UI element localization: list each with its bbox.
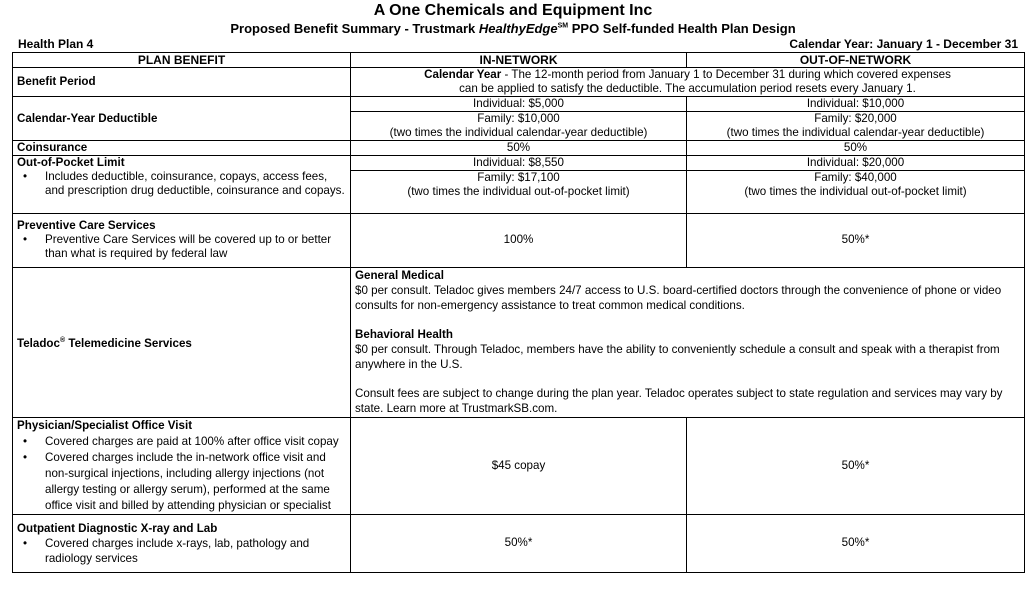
oop-bullets [17, 170, 346, 198]
teladoc-general-medical-text: $0 per consult. Teladoc gives members 24/7 access to U.S. board-certified doctors through the convenience of phone or video consults for non-emergency assistance to treat common medical conditions. [355, 283, 1002, 312]
oop-label: Out-of-Pocket Limit [17, 156, 125, 169]
teladoc-details [351, 267, 1025, 417]
preventive-out: 50%* [687, 213, 1025, 267]
teladoc-note: Consult fees are subject to change during the plan year. Teladoc operates subject to state regulation and services may vary by state. Learn more at TrustmarkSB.com. [355, 386, 1003, 415]
preventive-bullets [17, 233, 346, 261]
teladoc-label-suffix: Telemedicine Services [65, 336, 192, 350]
oop-benefit-cell [13, 156, 351, 214]
teladoc-registered-mark: ® [59, 336, 66, 344]
teladoc-behavioral-health-title: Behavioral Health [355, 327, 453, 341]
oop-out-individual: Individual: $20,000 [687, 156, 1025, 171]
coinsurance-in: 50% [351, 141, 687, 156]
benefit-table [12, 52, 1025, 573]
oop-in-note: (two times the individual out-of-pocket limit) [351, 185, 687, 213]
physician-bullets [17, 434, 346, 514]
table-row-preventive [13, 213, 1025, 267]
preventive-bullet: • Preventive Care Services will be covered up to or better than what is required by federal law [45, 233, 346, 261]
table-header-row [13, 53, 1025, 68]
subtitle-brand: HealthyEdge [478, 21, 558, 36]
oop-out-family: Family: $40,000 [687, 171, 1025, 186]
teladoc-general-medical-title: General Medical [355, 268, 444, 282]
benefit-period-description [351, 68, 1025, 97]
physician-out: 50%* [687, 417, 1025, 514]
benefit-period-text1: - The 12-month period from January 1 to December 31 during which covered expenses [501, 68, 951, 81]
subtitle-service-mark: SM [557, 22, 569, 30]
calendar-year: Calendar Year: January 1 - December 31 [789, 37, 1018, 51]
xray-bullets [17, 536, 346, 566]
deductible-out-family: Family: $20,000 [687, 112, 1025, 127]
table-row-coinsurance [13, 141, 1025, 156]
xray-in: 50%* [351, 514, 687, 572]
benefit-period-label: Benefit Period [13, 68, 351, 97]
coinsurance-out: 50% [687, 141, 1025, 156]
deductible-out-note: (two times the individual calendar-year deductible) [687, 126, 1025, 141]
preventive-label: Preventive Care Services [17, 219, 156, 232]
deductible-label: Calendar-Year Deductible [13, 97, 351, 141]
table-row-teladoc [13, 267, 1025, 417]
table-row-xray [13, 514, 1025, 572]
preventive-benefit-cell [13, 213, 351, 267]
document-title: A One Chemicals and Equipment Inc [373, 2, 653, 19]
benefit-period-line1 [355, 68, 1020, 82]
oop-in-family: Family: $17,100 [351, 171, 687, 186]
oop-bullet: • Includes deductible, coinsurance, copays, access fees, and prescription drug deductible, coinsurance and copays. [45, 170, 346, 198]
xray-benefit-cell [13, 514, 351, 572]
oop-out-note: (two times the individual out-of-pocket limit) [687, 185, 1025, 213]
col-in-network: IN-NETWORK [351, 53, 687, 68]
deductible-in-individual: Individual: $5,000 [351, 97, 687, 112]
xray-bullet: • Covered charges include x-rays, lab, pathology and radiology services [45, 536, 346, 566]
deductible-out-individual: Individual: $10,000 [687, 97, 1025, 112]
oop-in-individual: Individual: $8,550 [351, 156, 687, 171]
coinsurance-label: Coinsurance [13, 141, 351, 156]
col-plan-benefit: PLAN BENEFIT [13, 53, 351, 68]
deductible-in-note: (two times the individual calendar-year deductible) [351, 126, 687, 141]
physician-bullet-1: • Covered charges are paid at 100% after office visit copay [45, 434, 346, 450]
table-row-physician [13, 417, 1025, 514]
teladoc-spacer-2 [355, 372, 1020, 386]
physician-label: Physician/Specialist Office Visit [17, 418, 193, 432]
subtitle-suffix: PPO Self-funded Health Plan Design [568, 21, 796, 36]
teladoc-label-name: Teladoc [17, 336, 60, 350]
teladoc-behavioral-health-text: $0 per consult. Through Teladoc, members have the ability to conveniently schedule a consult and speak with a therapist from anywhere in the U.S. [355, 342, 1000, 371]
col-out-of-network: OUT-OF-NETWORK [687, 53, 1025, 68]
physician-benefit-cell [13, 417, 351, 514]
document-subtitle [0, 21, 1026, 36]
physician-bullet-2: • Covered charges include the in-network office visit and non-surgical injections, including allergy injections (not allergy testing or allergy serum), performed at the same office visit and billed by attending physician or specialist [45, 450, 346, 514]
xray-out: 50%* [687, 514, 1025, 572]
teladoc-spacer-1 [355, 313, 1020, 327]
preventive-in: 100% [351, 213, 687, 267]
physician-in: $45 copay [351, 417, 687, 514]
table-row-oop [13, 156, 1025, 171]
subtitle-prefix: Proposed Benefit Summary - Trustmark [230, 21, 479, 36]
deductible-in-family: Family: $10,000 [351, 112, 687, 127]
plan-name: Health Plan 4 [18, 37, 94, 51]
benefit-period-bold: Calendar Year [424, 68, 502, 81]
teladoc-label [13, 267, 351, 417]
xray-label: Outpatient Diagnostic X-ray and Lab [17, 521, 218, 535]
table-row-deductible [13, 97, 1025, 112]
benefit-period-line2: can be applied to satisfy the deductible. The accumulation period resets every January 1. [459, 82, 916, 95]
table-row-benefit-period [13, 68, 1025, 97]
